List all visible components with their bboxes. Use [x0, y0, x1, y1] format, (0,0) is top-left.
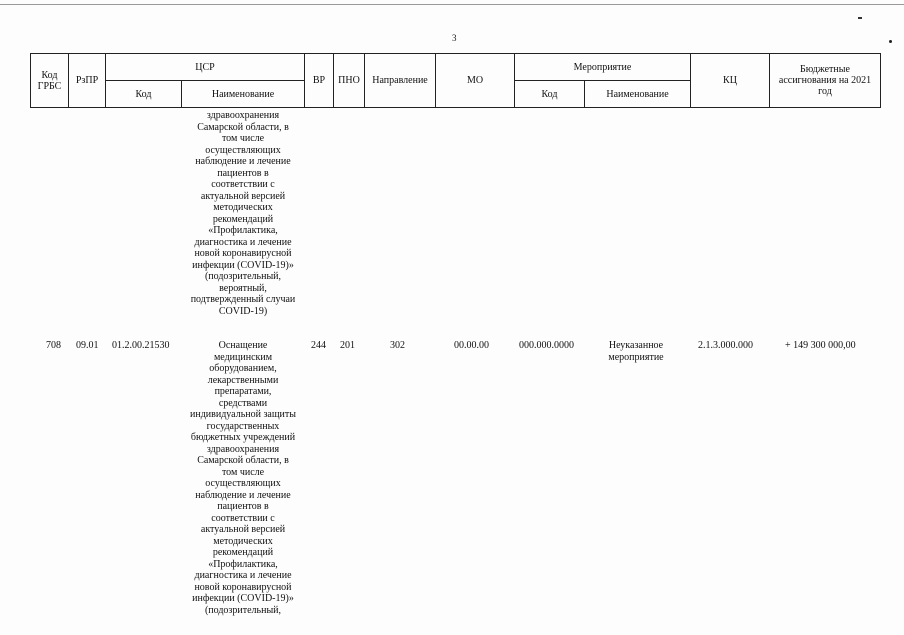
name-text-line: осуществляющих — [205, 144, 281, 156]
name-text-line: (подозрительный, — [204, 604, 282, 616]
name-text-line: (подозрительный, — [204, 271, 282, 282]
row-event-name — [603, 340, 669, 363]
header-vr: ВР — [305, 54, 334, 108]
name-text-line: Самарской области, в — [197, 455, 289, 466]
name-text-line: рекомендаций — [212, 213, 274, 225]
name-text-line: Самарской области, в — [197, 121, 289, 133]
name-text-line: здравоохранения — [206, 110, 280, 121]
name-text-line: «Профилактика, — [208, 225, 278, 236]
name-text-line: новой коронавирусной — [194, 248, 292, 259]
header-event: Мероприятие — [515, 54, 691, 81]
name-text-line: средствами — [218, 397, 268, 409]
top-rule — [0, 4, 904, 5]
name-text-line: государственных — [206, 420, 280, 432]
name-text-line: медицинским — [213, 351, 273, 363]
header-mo: МО — [436, 54, 515, 108]
name-text-line: индивидуальной защиты — [190, 409, 296, 420]
header-rzpr: РзПР — [69, 54, 106, 108]
row-mo: 00.00.00 — [454, 340, 489, 351]
row-grbs: 708 — [46, 340, 61, 351]
row-csr-name — [182, 340, 304, 616]
row-event-name-line: Неуказанное — [608, 340, 664, 351]
name-text-line: вероятный, — [219, 282, 267, 294]
header-budget: Бюджетные ассигнования на 2021 год — [770, 54, 881, 108]
scan-mark — [889, 40, 892, 43]
header-event-code: Код — [515, 81, 585, 108]
name-text-line: препаратами, — [214, 386, 272, 397]
header-csr-name: Наименование — [182, 81, 305, 108]
name-text-line: наблюдение и лечение — [195, 156, 291, 167]
header-event-name: Наименование — [585, 81, 691, 108]
header-grbs: Код ГРБС — [31, 54, 69, 108]
name-text-line: Оснащение — [218, 340, 268, 351]
continued-name-cell — [182, 110, 304, 317]
name-text-line: том числе — [221, 133, 265, 144]
row-direction: 302 — [390, 340, 405, 351]
row-amount: + 149 300 000,00 — [785, 340, 856, 351]
row-vr: 244 — [311, 340, 326, 351]
name-text-line: инфекции (COVID-19)» — [192, 259, 294, 271]
name-text-line: диагностика и лечение — [194, 236, 292, 248]
name-text-line: здравоохранения — [206, 443, 280, 455]
name-text-line: лекарственными — [207, 374, 279, 386]
name-text-line: соответствии с — [211, 179, 275, 190]
name-text-line: актуальной версией — [200, 524, 286, 535]
name-text-line: наблюдение и лечение — [195, 489, 291, 501]
name-text-line: пациентов в — [217, 501, 269, 512]
name-text-line: диагностика и лечение — [194, 570, 292, 581]
name-text-line: инфекции (COVID-19)» — [192, 593, 294, 604]
header-direction: Направление — [365, 54, 436, 108]
name-text-line: том числе — [221, 466, 265, 478]
row-rzpr: 09.01 — [76, 340, 99, 351]
row-csr-code: 01.2.00.21530 — [112, 340, 170, 351]
name-text-line: бюджетных учреждений — [190, 432, 296, 443]
name-text-line: «Профилактика, — [208, 558, 278, 570]
row-kc: 2.1.3.000.000 — [698, 340, 753, 351]
name-text-line: подтвержденный случаи — [190, 294, 296, 305]
header-pno: ПНО — [334, 54, 365, 108]
row-event-code: 000.000.0000 — [519, 340, 574, 351]
name-text-line: методических — [213, 535, 273, 547]
header-csr: ЦСР — [106, 54, 305, 81]
header-kc: КЦ — [691, 54, 770, 108]
row-pno: 201 — [340, 340, 355, 351]
name-text-line: пациентов в — [217, 167, 269, 179]
name-text-line: COVID-19) — [218, 305, 268, 317]
row-event-name-line: мероприятие — [608, 351, 664, 363]
header-csr-code: Код — [106, 81, 182, 108]
name-text-line: оборудованием, — [209, 363, 277, 374]
name-text-line: осуществляющих — [205, 478, 281, 489]
name-text-line: методических — [213, 202, 273, 213]
name-text-line: актуальной версией — [200, 190, 286, 202]
name-text-line: новой коронавирусной — [194, 581, 292, 593]
page-number: 3 — [452, 33, 457, 43]
table-header — [30, 53, 881, 108]
scan-mark — [858, 17, 862, 19]
name-text-line: соответствии с — [211, 512, 275, 524]
name-text-line: рекомендаций — [212, 547, 274, 558]
